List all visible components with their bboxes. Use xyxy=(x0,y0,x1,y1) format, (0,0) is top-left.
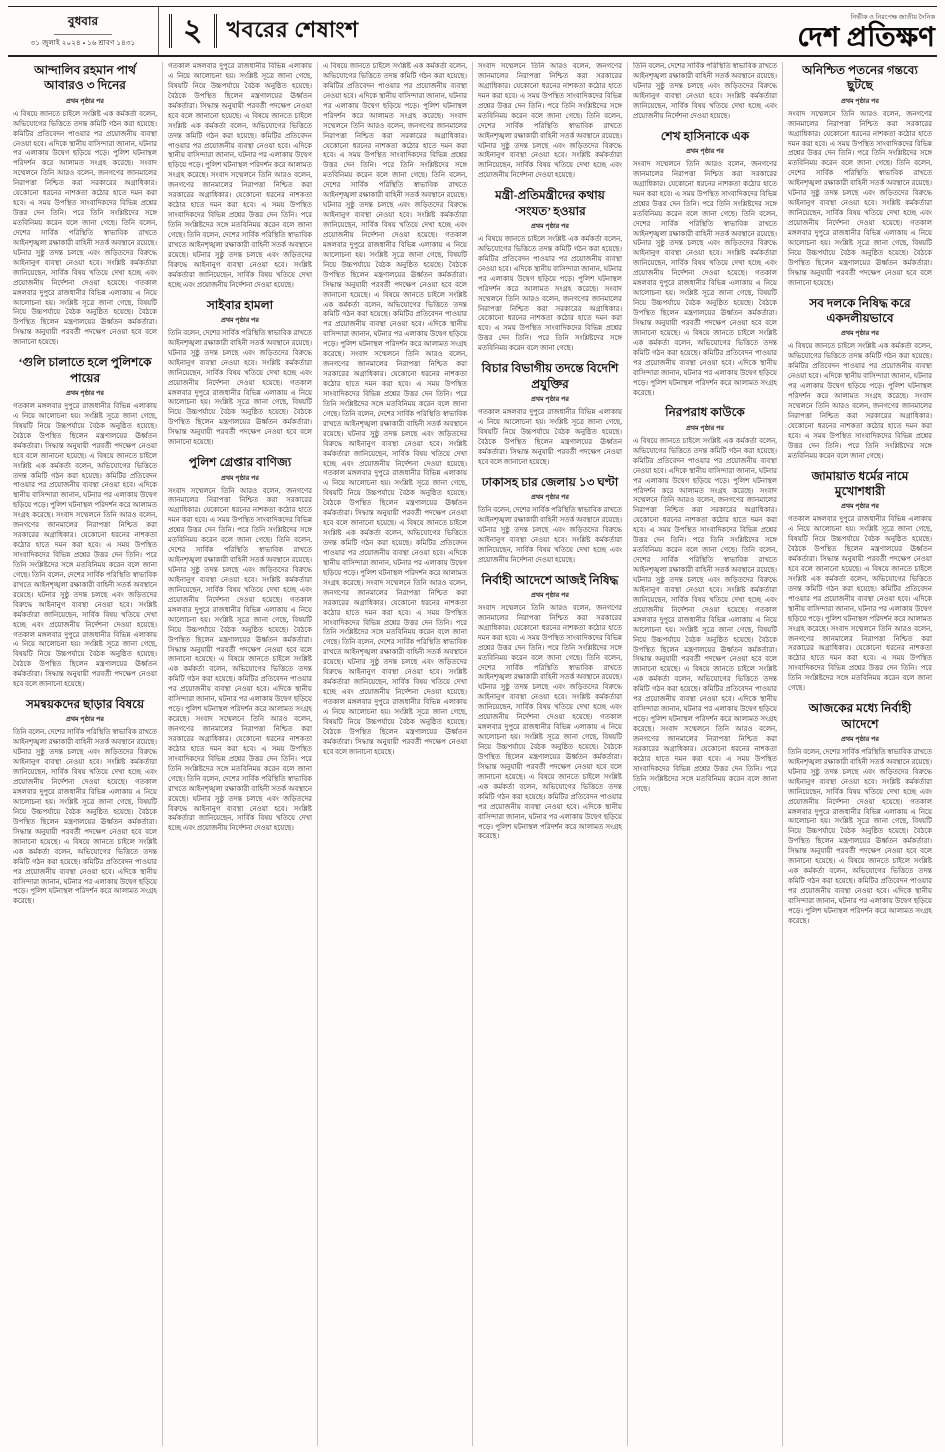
article-body: এ বিষয়ে জানতে চাইলে সংশ্লিষ্ট এক কর্মকর্তা বলেন, অভিযোগের ভিত্তিতে তদন্ত কমিটি গঠন করা হয়েছে। কমিটির প্রতিবেদন পাওয়ার পর প্রয়োজনীয় ব্যবস্থা নেওয়া হবে। এদিকে স্থানীয় বাসিন্দারা জানান, ঘটনার পর এলাকায় উদ্বেগ ছড়িয়ে পড়ে। পুলিশ ঘটনাস্থল পরিদর্শন করে আলামত সংগ্রহ করেছে। সংবাদ সম্মেলনে তিনি আরও বলেন, জনগণের জানমালের নিরাপত্তা নিশ্চিত করা সরকারের অগ্রাধিকার। যেকোনো ধরনের নাশকতা কঠোর হাতে দমন করা হবে। এ সময় উপস্থিত সাংবাদিকদের বিভিন্ন প্রশ্নের উত্তর দেন তিনি। পরে তিনি সংশ্লিষ্টদের সঙ্গে মতবিনিময় করেন বলে জানা গেছে। xyxy=(788,342,932,460)
article-body: তিনি বলেন, দেশের সার্বিক পরিস্থিতি স্বাভাবিক রাখতে আইনশৃঙ্খলা রক্ষাকারী বাহিনী সতর্ক অবস্থানে রয়েছে। ঘটনার সুষ্ঠু তদন্ত চলছে এবং জড়িতদের বিরুদ্ধে আইনানুগ ব্যবস্থা নেওয়া হবে। সংশ্লিষ্ট কর্মকর্তারা জানিয়েছেন, সার্বিক বিষয় খতিয়ে দেখা হচ্ছে এবং প্রয়োজনীয় নির্দেশনা দেওয়া হয়েছে। গতকাল মঙ্গলবার দুপুরে রাজধানীর বিভিন্ন এলাকায় এ নিয়ে আলোচনা হয়। সংশ্লিষ্ট সূত্রে জানা গেছে, বিষয়টি নিয়ে উচ্চপর্যায়ে বৈঠক অনুষ্ঠিত হয়েছে। বৈঠকে উপস্থিত ছিলেন মন্ত্রণালয়ের ঊর্ধ্বতন কর্মকর্তারা। সিদ্ধান্ত অনুযায়ী পরবর্তী পদক্ষেপ নেওয়া হবে বলে জানানো হয়েছে। xyxy=(168,328,312,447)
article-headline: নিরপরাধ কাউকে xyxy=(665,405,745,420)
article-body: গতকাল মঙ্গলবার দুপুরে রাজধানীর বিভিন্ন এলাকায় এ নিয়ে আলোচনা হয়। সংশ্লিষ্ট সূত্রে জানা গেছে, বিষয়টি নিয়ে উচ্চপর্যায়ে বৈঠক অনুষ্ঠিত হয়েছে। বৈঠকে উপস্থিত ছিলেন মন্ত্রণালয়ের ঊর্ধ্বতন কর্মকর্তারা। সিদ্ধান্ত অনুযায়ী পরবর্তী পদক্ষেপ নেওয়া হবে বলে জানানো হয়েছে। এ বিষয়ে জানতে চাইলে সংশ্লিষ্ট এক কর্মকর্তা বলেন, অভিযোগের ভিত্তিতে তদন্ত কমিটি গঠন করা হয়েছে। কমিটির প্রতিবেদন পাওয়ার পর প্রয়োজনীয় ব্যবস্থা নেওয়া হবে। এদিকে স্থানীয় বাসিন্দারা জানান, ঘটনার পর এলাকায় উদ্বেগ ছড়িয়ে পড়ে। পুলিশ ঘটনাস্থল পরিদর্শন করে আলামত সংগ্রহ করেছে। সংবাদ সম্মেলনে তিনি আরও বলেন, জনগণের জানমালের নিরাপত্তা নিশ্চিত করা সরকারের অগ্রাধিকার। যেকোনো ধরনের নাশকতা কঠোর হাতে দমন করা হবে। এ সময় উপস্থিত সাংবাদিকদের বিভিন্ন প্রশ্নের উত্তর দেন তিনি। পরে তিনি সংশ্লিষ্টদের সঙ্গে মতবিনিময় করেন বলে জানা গেছে। xyxy=(788,515,932,693)
article-headline: সাইবার হামলা xyxy=(206,297,274,312)
header-spacer xyxy=(359,7,798,55)
article-headline: সব দলকে নিষিদ্ধ করে একদলীয়ভাবে xyxy=(809,295,911,325)
article-body: তিনি বলেন, দেশের সার্বিক পরিস্থিতি স্বাভাবিক রাখতে আইনশৃঙ্খলা রক্ষাকারী বাহিনী সতর্ক অবস্থানে রয়েছে। ঘটনার সুষ্ঠু তদন্ত চলছে এবং জড়িতদের বিরুদ্ধে আইনানুগ ব্যবস্থা নেওয়া হবে। সংশ্লিষ্ট কর্মকর্তারা জানিয়েছেন, সার্বিক বিষয় খতিয়ে দেখা হচ্ছে এবং প্রয়োজনীয় নির্দেশনা দেওয়া হয়েছে। xyxy=(633,62,777,120)
continued-from-dateline: প্রথম পৃষ্ঠার পর xyxy=(530,395,570,403)
continued-from-dateline: প্রথম পৃষ্ঠার পর xyxy=(65,389,105,397)
day-label: বুধবার xyxy=(54,13,112,35)
column xyxy=(782,62,937,1446)
date-line xyxy=(31,37,136,49)
column xyxy=(8,62,162,1446)
article-body: এ বিষয়ে জানতে চাইলে সংশ্লিষ্ট এক কর্মকর্তা বলেন, অভিযোগের ভিত্তিতে তদন্ত কমিটি গঠন করা হয়েছে। কমিটির প্রতিবেদন পাওয়ার পর প্রয়োজনীয় ব্যবস্থা নেওয়া হবে। এদিকে স্থানীয় বাসিন্দারা জানান, ঘটনার পর এলাকায় উদ্বেগ ছড়িয়ে পড়ে। পুলিশ ঘটনাস্থল পরিদর্শন করে আলামত সংগ্রহ করেছে। সংবাদ সম্মেলনে তিনি আরও বলেন, জনগণের জানমালের নিরাপত্তা নিশ্চিত করা সরকারের অগ্রাধিকার। যেকোনো ধরনের নাশকতা কঠোর হাতে দমন করা হবে। এ সময় উপস্থিত সাংবাদিকদের বিভিন্ন প্রশ্নের উত্তর দেন তিনি। পরে তিনি সংশ্লিষ্টদের সঙ্গে মতবিনিময় করেন বলে জানা গেছে। তিনি বলেন, দেশের সার্বিক পরিস্থিতি স্বাভাবিক রাখতে আইনশৃঙ্খলা রক্ষাকারী বাহিনী সতর্ক অবস্থানে রয়েছে। ঘটনার সুষ্ঠু তদন্ত চলছে এবং জড়িতদের বিরুদ্ধে আইনানুগ ব্যবস্থা নেওয়া হবে। সংশ্লিষ্ট কর্মকর্তারা জানিয়েছেন, সার্বিক বিষয় খতিয়ে দেখা হচ্ছে এবং প্রয়োজনীয় নির্দেশনা দেওয়া হয়েছে। গতকাল মঙ্গলবার দুপুরে রাজধানীর বিভিন্ন এলাকায় এ নিয়ে আলোচনা হয়। সংশ্লিষ্ট সূত্রে জানা গেছে, বিষয়টি নিয়ে উচ্চপর্যায়ে বৈঠক অনুষ্ঠিত হয়েছে। বৈঠকে উপস্থিত ছিলেন মন্ত্রণালয়ের ঊর্ধ্বতন কর্মকর্তারা। সিদ্ধান্ত অনুযায়ী পরবর্তী পদক্ষেপ নেওয়া হবে বলে জানানো হয়েছে। xyxy=(13,109,157,347)
article-headline: ‘গুলি চালাতে হলে পুলিশকে পায়ের xyxy=(18,355,152,385)
continued-from-dateline: প্রথম পৃষ্ঠার পর xyxy=(220,316,260,324)
continued-from-dateline: প্রথম পৃষ্ঠার পর xyxy=(840,735,880,743)
article-body: এ বিষয়ে জানতে চাইলে সংশ্লিষ্ট এক কর্মকর্তা বলেন, অভিযোগের ভিত্তিতে তদন্ত কমিটি গঠন করা হয়েছে। কমিটির প্রতিবেদন পাওয়ার পর প্রয়োজনীয় ব্যবস্থা নেওয়া হবে। এদিকে স্থানীয় বাসিন্দারা জানান, ঘটনার পর এলাকায় উদ্বেগ ছড়িয়ে পড়ে। পুলিশ ঘটনাস্থল পরিদর্শন করে আলামত সংগ্রহ করেছে। সংবাদ সম্মেলনে তিনি আরও বলেন, জনগণের জানমালের নিরাপত্তা নিশ্চিত করা সরকারের অগ্রাধিকার। যেকোনো ধরনের নাশকতা কঠোর হাতে দমন করা হবে। এ সময় উপস্থিত সাংবাদিকদের বিভিন্ন প্রশ্নের উত্তর দেন তিনি। পরে তিনি সংশ্লিষ্টদের সঙ্গে মতবিনিময় করেন বলে জানা গেছে। তিনি বলেন, দেশের সার্বিক পরিস্থিতি স্বাভাবিক রাখতে আইনশৃঙ্খলা রক্ষাকারী বাহিনী সতর্ক অবস্থানে রয়েছে। ঘটনার সুষ্ঠু তদন্ত চলছে এবং জড়িতদের বিরুদ্ধে আইনানুগ ব্যবস্থা নেওয়া হবে। সংশ্লিষ্ট কর্মকর্তারা জানিয়েছেন, সার্বিক বিষয় খতিয়ে দেখা হচ্ছে এবং প্রয়োজনীয় নির্দেশনা দেওয়া হয়েছে। গতকাল মঙ্গলবার দুপুরে রাজধানীর বিভিন্ন এলাকায় এ নিয়ে আলোচনা হয়। সংশ্লিষ্ট সূত্রে জানা গেছে, বিষয়টি নিয়ে উচ্চপর্যায়ে বৈঠক অনুষ্ঠিত হয়েছে। বৈঠকে উপস্থিত ছিলেন মন্ত্রণালয়ের ঊর্ধ্বতন কর্মকর্তারা। সিদ্ধান্ত অনুযায়ী পরবর্তী পদক্ষেপ নেওয়া হবে বলে জানানো হয়েছে। এ বিষয়ে জানতে চাইলে সংশ্লিষ্ট এক কর্মকর্তা বলেন, অভিযোগের ভিত্তিতে তদন্ত কমিটি গঠন করা হয়েছে। কমিটির প্রতিবেদন পাওয়ার পর প্রয়োজনীয় ব্যবস্থা নেওয়া হবে। এদিকে স্থানীয় বাসিন্দারা জানান, ঘটনার পর এলাকায় উদ্বেগ ছড়িয়ে পড়ে। পুলিশ ঘটনাস্থল পরিদর্শন করে আলামত সংগ্রহ করেছে। সংবাদ সম্মেলনে তিনি আরও বলেন, জনগণের জানমালের নিরাপত্তা নিশ্চিত করা সরকারের অগ্রাধিকার। যেকোনো ধরনের নাশকতা কঠোর হাতে দমন করা হবে। এ সময় উপস্থিত সাংবাদিকদের বিভিন্ন প্রশ্নের উত্তর দেন তিনি। পরে তিনি সংশ্লিষ্টদের সঙ্গে মতবিনিময় করেন বলে জানা গেছে। তিনি বলেন, দেশের সার্বিক পরিস্থিতি স্বাভাবিক রাখতে আইনশৃঙ্খলা রক্ষাকারী বাহিনী সতর্ক অবস্থানে রয়েছে। ঘটনার সুষ্ঠু তদন্ত চলছে এবং জড়িতদের বিরুদ্ধে আইনানুগ ব্যবস্থা নেওয়া হবে। সংশ্লিষ্ট কর্মকর্তারা জানিয়েছেন, সার্বিক বিষয় খতিয়ে দেখা হচ্ছে এবং প্রয়োজনীয় নির্দেশনা দেওয়া হয়েছে। গতকাল মঙ্গলবার দুপুরে রাজধানীর বিভিন্ন এলাকায় এ নিয়ে আলোচনা হয়। সংশ্লিষ্ট সূত্রে জানা গেছে, বিষয়টি নিয়ে উচ্চপর্যায়ে বৈঠক অনুষ্ঠিত হয়েছে। বৈঠকে উপস্থিত ছিলেন মন্ত্রণালয়ের ঊর্ধ্বতন কর্মকর্তারা। সিদ্ধান্ত অনুযায়ী পরবর্তী পদক্ষেপ নেওয়া হবে বলে জানানো হয়েছে। এ বিষয়ে জানতে চাইলে সংশ্লিষ্ট এক কর্মকর্তা বলেন, অভিযোগের ভিত্তিতে তদন্ত কমিটি গঠন করা হয়েছে। কমিটির প্রতিবেদন পাওয়ার পর প্রয়োজনীয় ব্যবস্থা নেওয়া হবে। এদিকে স্থানীয় বাসিন্দারা জানান, ঘটনার পর এলাকায় উদ্বেগ ছড়িয়ে পড়ে। পুলিশ ঘটনাস্থল পরিদর্শন করে আলামত সংগ্রহ করেছে। সংবাদ সম্মেলনে তিনি আরও বলেন, জনগণের জানমালের নিরাপত্তা নিশ্চিত করা সরকারের অগ্রাধিকার। যেকোনো ধরনের নাশকতা কঠোর হাতে দমন করা হবে। এ সময় উপস্থিত সাংবাদিকদের বিভিন্ন প্রশ্নের উত্তর দেন তিনি। পরে তিনি সংশ্লিষ্টদের সঙ্গে মতবিনিময় করেন বলে জানা গেছে। তিনি বলেন, দেশের সার্বিক পরিস্থিতি স্বাভাবিক রাখতে আইনশৃঙ্খলা রক্ষাকারী বাহিনী সতর্ক অবস্থানে রয়েছে। ঘটনার সুষ্ঠু তদন্ত চলছে এবং জড়িতদের বিরুদ্ধে আইনানুগ ব্যবস্থা নেওয়া হবে। সংশ্লিষ্ট কর্মকর্তারা জানিয়েছেন, সার্বিক বিষয় খতিয়ে দেখা হচ্ছে এবং প্রয়োজনীয় নির্দেশনা দেওয়া হয়েছে। গতকাল মঙ্গলবার দুপুরে রাজধানীর বিভিন্ন এলাকায় এ নিয়ে আলোচনা হয়। সংশ্লিষ্ট সূত্রে জানা গেছে, বিষয়টি নিয়ে উচ্চপর্যায়ে বৈঠক অনুষ্ঠিত হয়েছে। বৈঠকে উপস্থিত ছিলেন মন্ত্রণালয়ের ঊর্ধ্বতন কর্মকর্তারা। সিদ্ধান্ত অনুযায়ী পরবর্তী পদক্ষেপ নেওয়া হবে বলে জানানো হয়েছে। xyxy=(323,62,467,756)
continued-from-dateline: প্রথম পৃষ্ঠার পর xyxy=(220,474,260,482)
article-headline: সমন্বয়কদের ছাড়ার বিষয়ে xyxy=(25,697,145,712)
article-body: সংবাদ সম্মেলনে তিনি আরও বলেন, জনগণের জানমালের নিরাপত্তা নিশ্চিত করা সরকারের অগ্রাধিকার। যেকোনো ধরনের নাশকতা কঠোর হাতে দমন করা হবে। এ সময় উপস্থিত সাংবাদিকদের বিভিন্ন প্রশ্নের উত্তর দেন তিনি। পরে তিনি সংশ্লিষ্টদের সঙ্গে মতবিনিময় করেন বলে জানা গেছে। তিনি বলেন, দেশের সার্বিক পরিস্থিতি স্বাভাবিক রাখতে আইনশৃঙ্খলা রক্ষাকারী বাহিনী সতর্ক অবস্থানে রয়েছে। ঘটনার সুষ্ঠু তদন্ত চলছে এবং জড়িতদের বিরুদ্ধে আইনানুগ ব্যবস্থা নেওয়া হবে। সংশ্লিষ্ট কর্মকর্তারা জানিয়েছেন, সার্বিক বিষয় খতিয়ে দেখা হচ্ছে এবং প্রয়োজনীয় নির্দেশনা দেওয়া হয়েছে। গতকাল মঙ্গলবার দুপুরে রাজধানীর বিভিন্ন এলাকায় এ নিয়ে আলোচনা হয়। সংশ্লিষ্ট সূত্রে জানা গেছে, বিষয়টি নিয়ে উচ্চপর্যায়ে বৈঠক অনুষ্ঠিত হয়েছে। বৈঠকে উপস্থিত ছিলেন মন্ত্রণালয়ের ঊর্ধ্বতন কর্মকর্তারা। সিদ্ধান্ত অনুযায়ী পরবর্তী পদক্ষেপ নেওয়া হবে বলে জানানো হয়েছে। এ বিষয়ে জানতে চাইলে সংশ্লিষ্ট এক কর্মকর্তা বলেন, অভিযোগের ভিত্তিতে তদন্ত কমিটি গঠন করা হয়েছে। কমিটির প্রতিবেদন পাওয়ার পর প্রয়োজনীয় ব্যবস্থা নেওয়া হবে। এদিকে স্থানীয় বাসিন্দারা জানান, ঘটনার পর এলাকায় উদ্বেগ ছড়িয়ে পড়ে। পুলিশ ঘটনাস্থল পরিদর্শন করে আলামত সংগ্রহ করেছে। xyxy=(478,603,622,841)
article-body: সংবাদ সম্মেলনে তিনি আরও বলেন, জনগণের জানমালের নিরাপত্তা নিশ্চিত করা সরকারের অগ্রাধিকার। যেকোনো ধরনের নাশকতা কঠোর হাতে দমন করা হবে। এ সময় উপস্থিত সাংবাদিকদের বিভিন্ন প্রশ্নের উত্তর দেন তিনি। পরে তিনি সংশ্লিষ্টদের সঙ্গে মতবিনিময় করেন বলে জানা গেছে। তিনি বলেন, দেশের সার্বিক পরিস্থিতি স্বাভাবিক রাখতে আইনশৃঙ্খলা রক্ষাকারী বাহিনী সতর্ক অবস্থানে রয়েছে। ঘটনার সুষ্ঠু তদন্ত চলছে এবং জড়িতদের বিরুদ্ধে আইনানুগ ব্যবস্থা নেওয়া হবে। সংশ্লিষ্ট কর্মকর্তারা জানিয়েছেন, সার্বিক বিষয় খতিয়ে দেখা হচ্ছে এবং প্রয়োজনীয় নির্দেশনা দেওয়া হয়েছে। গতকাল মঙ্গলবার দুপুরে রাজধানীর বিভিন্ন এলাকায় এ নিয়ে আলোচনা হয়। সংশ্লিষ্ট সূত্রে জানা গেছে, বিষয়টি নিয়ে উচ্চপর্যায়ে বৈঠক অনুষ্ঠিত হয়েছে। বৈঠকে উপস্থিত ছিলেন মন্ত্রণালয়ের ঊর্ধ্বতন কর্মকর্তারা। সিদ্ধান্ত অনুযায়ী পরবর্তী পদক্ষেপ নেওয়া হবে বলে জানানো হয়েছে। এ বিষয়ে জানতে চাইলে সংশ্লিষ্ট এক কর্মকর্তা বলেন, অভিযোগের ভিত্তিতে তদন্ত কমিটি গঠন করা হয়েছে। কমিটির প্রতিবেদন পাওয়ার পর প্রয়োজনীয় ব্যবস্থা নেওয়া হবে। এদিকে স্থানীয় বাসিন্দারা জানান, ঘটনার পর এলাকায় উদ্বেগ ছড়িয়ে পড়ে। পুলিশ ঘটনাস্থল পরিদর্শন করে আলামত সংগ্রহ করেছে। সংবাদ সম্মেলনে তিনি আরও বলেন, জনগণের জানমালের নিরাপত্তা নিশ্চিত করা সরকারের অগ্রাধিকার। যেকোনো ধরনের নাশকতা কঠোর হাতে দমন করা হবে। এ সময় উপস্থিত সাংবাদিকদের বিভিন্ন প্রশ্নের উত্তর দেন তিনি। পরে তিনি সংশ্লিষ্টদের সঙ্গে মতবিনিময় করেন বলে জানা গেছে। তিনি বলেন, দেশের সার্বিক পরিস্থিতি স্বাভাবিক রাখতে আইনশৃঙ্খলা রক্ষাকারী বাহিনী সতর্ক অবস্থানে রয়েছে। ঘটনার সুষ্ঠু তদন্ত চলছে এবং জড়িতদের বিরুদ্ধে আইনানুগ ব্যবস্থা নেওয়া হবে। সংশ্লিষ্ট কর্মকর্তারা জানিয়েছেন, সার্বিক বিষয় খতিয়ে দেখা হচ্ছে এবং প্রয়োজনীয় নির্দেশনা দেওয়া হয়েছে। xyxy=(168,486,312,833)
continued-from-dateline: প্রথম পৃষ্ঠার পর xyxy=(530,222,570,230)
article-body: সংবাদ সম্মেলনে তিনি আরও বলেন, জনগণের জানমালের নিরাপত্তা নিশ্চিত করা সরকারের অগ্রাধিকার। যেকোনো ধরনের নাশকতা কঠোর হাতে দমন করা হবে। এ সময় উপস্থিত সাংবাদিকদের বিভিন্ন প্রশ্নের উত্তর দেন তিনি। পরে তিনি সংশ্লিষ্টদের সঙ্গে মতবিনিময় করেন বলে জানা গেছে। তিনি বলেন, দেশের সার্বিক পরিস্থিতি স্বাভাবিক রাখতে আইনশৃঙ্খলা রক্ষাকারী বাহিনী সতর্ক অবস্থানে রয়েছে। ঘটনার সুষ্ঠু তদন্ত চলছে এবং জড়িতদের বিরুদ্ধে আইনানুগ ব্যবস্থা নেওয়া হবে। সংশ্লিষ্ট কর্মকর্তারা জানিয়েছেন, সার্বিক বিষয় খতিয়ে দেখা হচ্ছে এবং প্রয়োজনীয় নির্দেশনা দেওয়া হয়েছে। xyxy=(478,62,622,180)
article-body: তিনি বলেন, দেশের সার্বিক পরিস্থিতি স্বাভাবিক রাখতে আইনশৃঙ্খলা রক্ষাকারী বাহিনী সতর্ক অবস্থানে রয়েছে। ঘটনার সুষ্ঠু তদন্ত চলছে এবং জড়িতদের বিরুদ্ধে আইনানুগ ব্যবস্থা নেওয়া হবে। সংশ্লিষ্ট কর্মকর্তারা জানিয়েছেন, সার্বিক বিষয় খতিয়ে দেখা হচ্ছে এবং প্রয়োজনীয় নির্দেশনা দেওয়া হয়েছে। xyxy=(478,505,622,564)
column xyxy=(472,62,627,1446)
article-body: এ বিষয়ে জানতে চাইলে সংশ্লিষ্ট এক কর্মকর্তা বলেন, অভিযোগের ভিত্তিতে তদন্ত কমিটি গঠন করা হয়েছে। কমিটির প্রতিবেদন পাওয়ার পর প্রয়োজনীয় ব্যবস্থা নেওয়া হবে। এদিকে স্থানীয় বাসিন্দারা জানান, ঘটনার পর এলাকায় উদ্বেগ ছড়িয়ে পড়ে। পুলিশ ঘটনাস্থল পরিদর্শন করে আলামত সংগ্রহ করেছে। সংবাদ সম্মেলনে তিনি আরও বলেন, জনগণের জানমালের নিরাপত্তা নিশ্চিত করা সরকারের অগ্রাধিকার। যেকোনো ধরনের নাশকতা কঠোর হাতে দমন করা হবে। এ সময় উপস্থিত সাংবাদিকদের বিভিন্ন প্রশ্নের উত্তর দেন তিনি। পরে তিনি সংশ্লিষ্টদের সঙ্গে মতবিনিময় করেন বলে জানা গেছে। xyxy=(478,234,622,353)
bangla-date: ১৬ শ্রাবণ ১৪৩১ xyxy=(87,39,136,47)
article-body: এ বিষয়ে জানতে চাইলে সংশ্লিষ্ট এক কর্মকর্তা বলেন, অভিযোগের ভিত্তিতে তদন্ত কমিটি গঠন করা হয়েছে। কমিটির প্রতিবেদন পাওয়ার পর প্রয়োজনীয় ব্যবস্থা নেওয়া হবে। এদিকে স্থানীয় বাসিন্দারা জানান, ঘটনার পর এলাকায় উদ্বেগ ছড়িয়ে পড়ে। পুলিশ ঘটনাস্থল পরিদর্শন করে আলামত সংগ্রহ করেছে। সংবাদ সম্মেলনে তিনি আরও বলেন, জনগণের জানমালের নিরাপত্তা নিশ্চিত করা সরকারের অগ্রাধিকার। যেকোনো ধরনের নাশকতা কঠোর হাতে দমন করা হবে। এ সময় উপস্থিত সাংবাদিকদের বিভিন্ন প্রশ্নের উত্তর দেন তিনি। পরে তিনি সংশ্লিষ্টদের সঙ্গে মতবিনিময় করেন বলে জানা গেছে। তিনি বলেন, দেশের সার্বিক পরিস্থিতি স্বাভাবিক রাখতে আইনশৃঙ্খলা রক্ষাকারী বাহিনী সতর্ক অবস্থানে রয়েছে। ঘটনার সুষ্ঠু তদন্ত চলছে এবং জড়িতদের বিরুদ্ধে আইনানুগ ব্যবস্থা নেওয়া হবে। সংশ্লিষ্ট কর্মকর্তারা জানিয়েছেন, সার্বিক বিষয় খতিয়ে দেখা হচ্ছে এবং প্রয়োজনীয় নির্দেশনা দেওয়া হয়েছে। গতকাল মঙ্গলবার দুপুরে রাজধানীর বিভিন্ন এলাকায় এ নিয়ে আলোচনা হয়। সংশ্লিষ্ট সূত্রে জানা গেছে, বিষয়টি নিয়ে উচ্চপর্যায়ে বৈঠক অনুষ্ঠিত হয়েছে। বৈঠকে উপস্থিত ছিলেন মন্ত্রণালয়ের ঊর্ধ্বতন কর্মকর্তারা। সিদ্ধান্ত অনুযায়ী পরবর্তী পদক্ষেপ নেওয়া হবে বলে জানানো হয়েছে। এ বিষয়ে জানতে চাইলে সংশ্লিষ্ট এক কর্মকর্তা বলেন, অভিযোগের ভিত্তিতে তদন্ত কমিটি গঠন করা হয়েছে। কমিটির প্রতিবেদন পাওয়ার পর প্রয়োজনীয় ব্যবস্থা নেওয়া হবে। এদিকে স্থানীয় বাসিন্দারা জানান, ঘটনার পর এলাকায় উদ্বেগ ছড়িয়ে পড়ে। পুলিশ ঘটনাস্থল পরিদর্শন করে আলামত সংগ্রহ করেছে। সংবাদ সম্মেলনে তিনি আরও বলেন, জনগণের জানমালের নিরাপত্তা নিশ্চিত করা সরকারের অগ্রাধিকার। যেকোনো ধরনের নাশকতা কঠোর হাতে দমন করা হবে। এ সময় উপস্থিত সাংবাদিকদের বিভিন্ন প্রশ্নের উত্তর দেন তিনি। পরে তিনি সংশ্লিষ্টদের সঙ্গে মতবিনিময় করেন বলে জানা গেছে। xyxy=(633,436,777,793)
article-headline: মন্ত্রী-প্রতিমন্ত্রীদের কথায় ‘সংযত’ হওয়ার xyxy=(495,188,605,218)
article-body: গতকাল মঙ্গলবার দুপুরে রাজধানীর বিভিন্ন এলাকায় এ নিয়ে আলোচনা হয়। সংশ্লিষ্ট সূত্রে জানা গেছে, বিষয়টি নিয়ে উচ্চপর্যায়ে বৈঠক অনুষ্ঠিত হয়েছে। বৈঠকে উপস্থিত ছিলেন মন্ত্রণালয়ের ঊর্ধ্বতন কর্মকর্তারা। সিদ্ধান্ত অনুযায়ী পরবর্তী পদক্ষেপ নেওয়া হবে বলে জানানো হয়েছে। xyxy=(478,407,622,466)
article-headline: বিচার বিভাগীয় তদন্তে বিদেশি প্রযুক্তির xyxy=(481,361,619,391)
separator-square-icon: ▪ xyxy=(82,41,86,47)
column xyxy=(627,62,782,1446)
columns xyxy=(8,62,937,1446)
article-body: তিনি বলেন, দেশের সার্বিক পরিস্থিতি স্বাভাবিক রাখতে আইনশৃঙ্খলা রক্ষাকারী বাহিনী সতর্ক অবস্থানে রয়েছে। ঘটনার সুষ্ঠু তদন্ত চলছে এবং জড়িতদের বিরুদ্ধে আইনানুগ ব্যবস্থা নেওয়া হবে। সংশ্লিষ্ট কর্মকর্তারা জানিয়েছেন, সার্বিক বিষয় খতিয়ে দেখা হচ্ছে এবং প্রয়োজনীয় নির্দেশনা দেওয়া হয়েছে। গতকাল মঙ্গলবার দুপুরে রাজধানীর বিভিন্ন এলাকায় এ নিয়ে আলোচনা হয়। সংশ্লিষ্ট সূত্রে জানা গেছে, বিষয়টি নিয়ে উচ্চপর্যায়ে বৈঠক অনুষ্ঠিত হয়েছে। বৈঠকে উপস্থিত ছিলেন মন্ত্রণালয়ের ঊর্ধ্বতন কর্মকর্তারা। সিদ্ধান্ত অনুযায়ী পরবর্তী পদক্ষেপ নেওয়া হবে বলে জানানো হয়েছে। এ বিষয়ে জানতে চাইলে সংশ্লিষ্ট এক কর্মকর্তা বলেন, অভিযোগের ভিত্তিতে তদন্ত কমিটি গঠন করা হয়েছে। কমিটির প্রতিবেদন পাওয়ার পর প্রয়োজনীয় ব্যবস্থা নেওয়া হবে। এদিকে স্থানীয় বাসিন্দারা জানান, ঘটনার পর এলাকায় উদ্বেগ ছড়িয়ে পড়ে। পুলিশ ঘটনাস্থল পরিদর্শন করে আলামত সংগ্রহ করেছে। xyxy=(788,747,932,925)
article-headline: জামায়াত ধর্মের নামে মুখোশধারী xyxy=(811,468,909,498)
article-body: তিনি বলেন, দেশের সার্বিক পরিস্থিতি স্বাভাবিক রাখতে আইনশৃঙ্খলা রক্ষাকারী বাহিনী সতর্ক অবস্থানে রয়েছে। ঘটনার সুষ্ঠু তদন্ত চলছে এবং জড়িতদের বিরুদ্ধে আইনানুগ ব্যবস্থা নেওয়া হবে। সংশ্লিষ্ট কর্মকর্তারা জানিয়েছেন, সার্বিক বিষয় খতিয়ে দেখা হচ্ছে এবং প্রয়োজনীয় নির্দেশনা দেওয়া হয়েছে। গতকাল মঙ্গলবার দুপুরে রাজধানীর বিভিন্ন এলাকায় এ নিয়ে আলোচনা হয়। সংশ্লিষ্ট সূত্রে জানা গেছে, বিষয়টি নিয়ে উচ্চপর্যায়ে বৈঠক অনুষ্ঠিত হয়েছে। বৈঠকে উপস্থিত ছিলেন মন্ত্রণালয়ের ঊর্ধ্বতন কর্মকর্তারা। সিদ্ধান্ত অনুযায়ী পরবর্তী পদক্ষেপ নেওয়া হবে বলে জানানো হয়েছে। এ বিষয়ে জানতে চাইলে সংশ্লিষ্ট এক কর্মকর্তা বলেন, অভিযোগের ভিত্তিতে তদন্ত কমিটি গঠন করা হয়েছে। কমিটির প্রতিবেদন পাওয়ার পর প্রয়োজনীয় ব্যবস্থা নেওয়া হবে। এদিকে স্থানীয় বাসিন্দারা জানান, ঘটনার পর এলাকায় উদ্বেগ ছড়িয়ে পড়ে। পুলিশ ঘটনাস্থল পরিদর্শন করে আলামত সংগ্রহ করেছে। xyxy=(13,728,157,906)
masthead xyxy=(797,7,937,55)
article-headline: আন্দালিব রহমান পার্থ আবারও ৩ দিনের xyxy=(34,63,136,93)
page-number: ২ xyxy=(169,14,217,48)
article-body: গতকাল মঙ্গলবার দুপুরে রাজধানীর বিভিন্ন এলাকায় এ নিয়ে আলোচনা হয়। সংশ্লিষ্ট সূত্রে জানা গেছে, বিষয়টি নিয়ে উচ্চপর্যায়ে বৈঠক অনুষ্ঠিত হয়েছে। বৈঠকে উপস্থিত ছিলেন মন্ত্রণালয়ের ঊর্ধ্বতন কর্মকর্তারা। সিদ্ধান্ত অনুযায়ী পরবর্তী পদক্ষেপ নেওয়া হবে বলে জানানো হয়েছে। এ বিষয়ে জানতে চাইলে সংশ্লিষ্ট এক কর্মকর্তা বলেন, অভিযোগের ভিত্তিতে তদন্ত কমিটি গঠন করা হয়েছে। কমিটির প্রতিবেদন পাওয়ার পর প্রয়োজনীয় ব্যবস্থা নেওয়া হবে। এদিকে স্থানীয় বাসিন্দারা জানান, ঘটনার পর এলাকায় উদ্বেগ ছড়িয়ে পড়ে। পুলিশ ঘটনাস্থল পরিদর্শন করে আলামত সংগ্রহ করেছে। সংবাদ সম্মেলনে তিনি আরও বলেন, জনগণের জানমালের নিরাপত্তা নিশ্চিত করা সরকারের অগ্রাধিকার। যেকোনো ধরনের নাশকতা কঠোর হাতে দমন করা হবে। এ সময় উপস্থিত সাংবাদিকদের বিভিন্ন প্রশ্নের উত্তর দেন তিনি। পরে তিনি সংশ্লিষ্টদের সঙ্গে মতবিনিময় করেন বলে জানা গেছে। তিনি বলেন, দেশের সার্বিক পরিস্থিতি স্বাভাবিক রাখতে আইনশৃঙ্খলা রক্ষাকারী বাহিনী সতর্ক অবস্থানে রয়েছে। ঘটনার সুষ্ঠু তদন্ত চলছে এবং জড়িতদের বিরুদ্ধে আইনানুগ ব্যবস্থা নেওয়া হবে। সংশ্লিষ্ট কর্মকর্তারা জানিয়েছেন, সার্বিক বিষয় খতিয়ে দেখা হচ্ছে এবং প্রয়োজনীয় নির্দেশনা দেওয়া হয়েছে। xyxy=(168,62,312,289)
article-headline: পুলিশ গ্রেপ্তার বাণিজ্য xyxy=(188,455,292,470)
masthead-tagline: নির্ভীক ও নিরপেক্ষ জাতীয় দৈনিক xyxy=(850,13,935,21)
article-headline: নির্বাহী আদেশে আজই নিষিদ্ধ xyxy=(481,572,619,587)
column xyxy=(162,62,317,1446)
section-title: খবরের শেষাংশ xyxy=(226,16,359,42)
article-headline: আজকের মধ্যে নির্বাহী আদেশে xyxy=(808,701,912,731)
article-body: গতকাল মঙ্গলবার দুপুরে রাজধানীর বিভিন্ন এলাকায় এ নিয়ে আলোচনা হয়। সংশ্লিষ্ট সূত্রে জানা গেছে, বিষয়টি নিয়ে উচ্চপর্যায়ে বৈঠক অনুষ্ঠিত হয়েছে। বৈঠকে উপস্থিত ছিলেন মন্ত্রণালয়ের ঊর্ধ্বতন কর্মকর্তারা। সিদ্ধান্ত অনুযায়ী পরবর্তী পদক্ষেপ নেওয়া হবে বলে জানানো হয়েছে। এ বিষয়ে জানতে চাইলে সংশ্লিষ্ট এক কর্মকর্তা বলেন, অভিযোগের ভিত্তিতে তদন্ত কমিটি গঠন করা হয়েছে। কমিটির প্রতিবেদন পাওয়ার পর প্রয়োজনীয় ব্যবস্থা নেওয়া হবে। এদিকে স্থানীয় বাসিন্দারা জানান, ঘটনার পর এলাকায় উদ্বেগ ছড়িয়ে পড়ে। পুলিশ ঘটনাস্থল পরিদর্শন করে আলামত সংগ্রহ করেছে। সংবাদ সম্মেলনে তিনি আরও বলেন, জনগণের জানমালের নিরাপত্তা নিশ্চিত করা সরকারের অগ্রাধিকার। যেকোনো ধরনের নাশকতা কঠোর হাতে দমন করা হবে। এ সময় উপস্থিত সাংবাদিকদের বিভিন্ন প্রশ্নের উত্তর দেন তিনি। পরে তিনি সংশ্লিষ্টদের সঙ্গে মতবিনিময় করেন বলে জানা গেছে। তিনি বলেন, দেশের সার্বিক পরিস্থিতি স্বাভাবিক রাখতে আইনশৃঙ্খলা রক্ষাকারী বাহিনী সতর্ক অবস্থানে রয়েছে। ঘটনার সুষ্ঠু তদন্ত চলছে এবং জড়িতদের বিরুদ্ধে আইনানুগ ব্যবস্থা নেওয়া হবে। সংশ্লিষ্ট কর্মকর্তারা জানিয়েছেন, সার্বিক বিষয় খতিয়ে দেখা হচ্ছে এবং প্রয়োজনীয় নির্দেশনা দেওয়া হয়েছে। গতকাল মঙ্গলবার দুপুরে রাজধানীর বিভিন্ন এলাকায় এ নিয়ে আলোচনা হয়। সংশ্লিষ্ট সূত্রে জানা গেছে, বিষয়টি নিয়ে উচ্চপর্যায়ে বৈঠক অনুষ্ঠিত হয়েছে। বৈঠকে উপস্থিত ছিলেন মন্ত্রণালয়ের ঊর্ধ্বতন কর্মকর্তারা। সিদ্ধান্ত অনুযায়ী পরবর্তী পদক্ষেপ নেওয়া হবে বলে জানানো হয়েছে। xyxy=(13,401,157,689)
article-headline: ঢাকাসহ চার জেলায় ১৩ ঘণ্টা xyxy=(481,474,619,489)
gregorian-date: ৩১ জুলাই ২০২৪ xyxy=(30,39,81,47)
date-block xyxy=(8,7,159,55)
continued-from-dateline: প্রথম পৃষ্ঠার পর xyxy=(840,330,880,338)
continued-from-dateline: প্রথম পৃষ্ঠার পর xyxy=(685,147,725,155)
continued-from-dateline: প্রথম পৃষ্ঠার পর xyxy=(840,503,880,511)
page-header xyxy=(8,6,937,57)
article-body: সংবাদ সম্মেলনে তিনি আরও বলেন, জনগণের জানমালের নিরাপত্তা নিশ্চিত করা সরকারের অগ্রাধিকার। যেকোনো ধরনের নাশকতা কঠোর হাতে দমন করা হবে। এ সময় উপস্থিত সাংবাদিকদের বিভিন্ন প্রশ্নের উত্তর দেন তিনি। পরে তিনি সংশ্লিষ্টদের সঙ্গে মতবিনিময় করেন বলে জানা গেছে। তিনি বলেন, দেশের সার্বিক পরিস্থিতি স্বাভাবিক রাখতে আইনশৃঙ্খলা রক্ষাকারী বাহিনী সতর্ক অবস্থানে রয়েছে। ঘটনার সুষ্ঠু তদন্ত চলছে এবং জড়িতদের বিরুদ্ধে আইনানুগ ব্যবস্থা নেওয়া হবে। সংশ্লিষ্ট কর্মকর্তারা জানিয়েছেন, সার্বিক বিষয় খতিয়ে দেখা হচ্ছে এবং প্রয়োজনীয় নির্দেশনা দেওয়া হয়েছে। গতকাল মঙ্গলবার দুপুরে রাজধানীর বিভিন্ন এলাকায় এ নিয়ে আলোচনা হয়। সংশ্লিষ্ট সূত্রে জানা গেছে, বিষয়টি নিয়ে উচ্চপর্যায়ে বৈঠক অনুষ্ঠিত হয়েছে। বৈঠকে উপস্থিত ছিলেন মন্ত্রণালয়ের ঊর্ধ্বতন কর্মকর্তারা। সিদ্ধান্ত অনুযায়ী পরবর্তী পদক্ষেপ নেওয়া হবে বলে জানানো হয়েছে। xyxy=(788,109,932,287)
article-body: সংবাদ সম্মেলনে তিনি আরও বলেন, জনগণের জানমালের নিরাপত্তা নিশ্চিত করা সরকারের অগ্রাধিকার। যেকোনো ধরনের নাশকতা কঠোর হাতে দমন করা হবে। এ সময় উপস্থিত সাংবাদিকদের বিভিন্ন প্রশ্নের উত্তর দেন তিনি। পরে তিনি সংশ্লিষ্টদের সঙ্গে মতবিনিময় করেন বলে জানা গেছে। তিনি বলেন, দেশের সার্বিক পরিস্থিতি স্বাভাবিক রাখতে আইনশৃঙ্খলা রক্ষাকারী বাহিনী সতর্ক অবস্থানে রয়েছে। ঘটনার সুষ্ঠু তদন্ত চলছে এবং জড়িতদের বিরুদ্ধে আইনানুগ ব্যবস্থা নেওয়া হবে। সংশ্লিষ্ট কর্মকর্তারা জানিয়েছেন, সার্বিক বিষয় খতিয়ে দেখা হচ্ছে এবং প্রয়োজনীয় নির্দেশনা দেওয়া হয়েছে। গতকাল মঙ্গলবার দুপুরে রাজধানীর বিভিন্ন এলাকায় এ নিয়ে আলোচনা হয়। সংশ্লিষ্ট সূত্রে জানা গেছে, বিষয়টি নিয়ে উচ্চপর্যায়ে বৈঠক অনুষ্ঠিত হয়েছে। বৈঠকে উপস্থিত ছিলেন মন্ত্রণালয়ের ঊর্ধ্বতন কর্মকর্তারা। সিদ্ধান্ত অনুযায়ী পরবর্তী পদক্ষেপ নেওয়া হবে বলে জানানো হয়েছে। এ বিষয়ে জানতে চাইলে সংশ্লিষ্ট এক কর্মকর্তা বলেন, অভিযোগের ভিত্তিতে তদন্ত কমিটি গঠন করা হয়েছে। কমিটির প্রতিবেদন পাওয়ার পর প্রয়োজনীয় ব্যবস্থা নেওয়া হবে। এদিকে স্থানীয় বাসিন্দারা জানান, ঘটনার পর এলাকায় উদ্বেগ ছড়িয়ে পড়ে। পুলিশ ঘটনাস্থল পরিদর্শন করে আলামত সংগ্রহ করেছে। xyxy=(633,159,777,397)
column xyxy=(317,62,472,1446)
article-headline: শেখ হাসিনাকে এক xyxy=(660,128,750,143)
continued-from-dateline: প্রথম পৃষ্ঠার পর xyxy=(65,716,105,724)
continued-from-dateline: প্রথম পৃষ্ঠার পর xyxy=(685,424,725,432)
continued-from-dateline: প্রথম পৃষ্ঠার পর xyxy=(65,97,105,105)
article-headline: অনিশ্চিত পতনের গন্তব্যে ছুটছে xyxy=(802,63,918,93)
masthead-title: দেশ প্রতিক্ষণ xyxy=(797,21,935,52)
continued-from-dateline: প্রথম পৃষ্ঠার পর xyxy=(530,591,570,599)
continued-from-dateline: প্রথম পৃষ্ঠার পর xyxy=(840,97,880,105)
continued-from-dateline: প্রথম পৃষ্ঠার পর xyxy=(530,493,570,501)
